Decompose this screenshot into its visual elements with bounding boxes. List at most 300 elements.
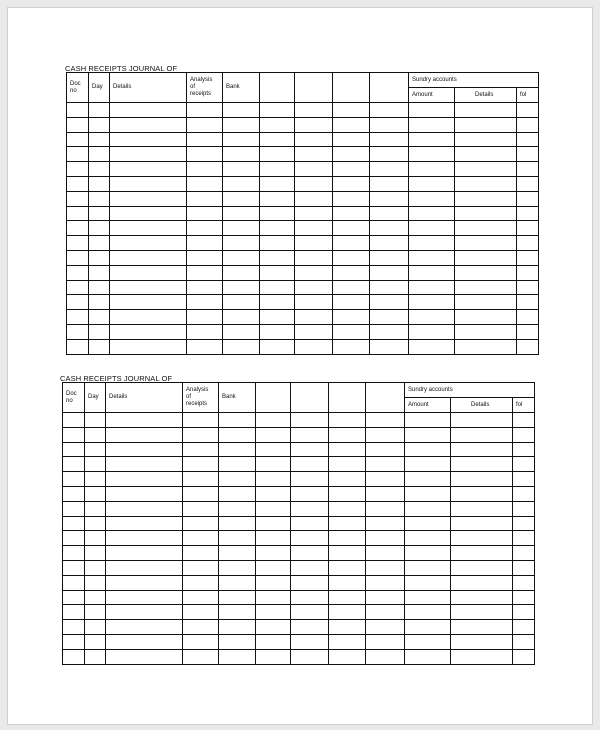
table-cell (106, 531, 183, 546)
table-cell (291, 546, 329, 561)
table-cell (409, 236, 455, 251)
table-cell (223, 206, 260, 221)
table-cell (89, 324, 110, 339)
table-row (63, 620, 535, 635)
table-cell (333, 221, 370, 236)
table-cell (409, 103, 455, 118)
table-cell (110, 265, 187, 280)
table-cell (455, 339, 517, 354)
header-amount: Amount (405, 398, 451, 413)
table-cell (409, 280, 455, 295)
table-cell (106, 413, 183, 428)
header-doc-no: Doc no (67, 73, 89, 103)
table-cell (517, 176, 539, 191)
table-cell (370, 221, 409, 236)
table-cell (85, 590, 106, 605)
table-cell (405, 546, 451, 561)
table-row (67, 265, 539, 280)
table-row (63, 649, 535, 664)
table-cell (455, 310, 517, 325)
table-cell (517, 147, 539, 162)
table-cell (106, 516, 183, 531)
table-cell (183, 546, 219, 561)
table-cell (63, 546, 85, 561)
table-cell (517, 103, 539, 118)
table-cell (260, 147, 295, 162)
table-cell (256, 634, 291, 649)
table-row (63, 590, 535, 605)
table-cell (366, 501, 405, 516)
table-cell (183, 560, 219, 575)
table-cell (183, 413, 219, 428)
table-cell (513, 516, 535, 531)
table-cell (187, 280, 223, 295)
table-cell (370, 191, 409, 206)
table-cell (183, 605, 219, 620)
table-cell (329, 546, 366, 561)
table-cell (260, 250, 295, 265)
table-cell (295, 191, 333, 206)
table-cell (329, 649, 366, 664)
table-row (63, 427, 535, 442)
table-cell (295, 265, 333, 280)
table-cell (333, 103, 370, 118)
table-cell (89, 236, 110, 251)
table-row (67, 339, 539, 354)
table-cell (366, 649, 405, 664)
table-cell (329, 413, 366, 428)
table-cell (260, 103, 295, 118)
table-cell (63, 457, 85, 472)
table-cell (370, 310, 409, 325)
table-cell (409, 176, 455, 191)
table-row (67, 250, 539, 265)
table-cell (260, 162, 295, 177)
table-cell (89, 206, 110, 221)
table-cell (295, 147, 333, 162)
table-row (63, 516, 535, 531)
table-cell (409, 250, 455, 265)
table-cell (329, 590, 366, 605)
header-analysis-of-receipts: Analysis of receipts (183, 383, 219, 413)
table-cell (223, 162, 260, 177)
table-cell (223, 295, 260, 310)
table-cell (63, 531, 85, 546)
table-cell (291, 590, 329, 605)
header-bank: Bank (223, 73, 260, 103)
table-cell (187, 324, 223, 339)
table-cell (260, 295, 295, 310)
table-cell (329, 427, 366, 442)
table-row (63, 605, 535, 620)
table-cell (256, 457, 291, 472)
table-cell (366, 620, 405, 635)
table-cell (85, 501, 106, 516)
table-cell (333, 176, 370, 191)
table-cell (110, 191, 187, 206)
table-cell (295, 117, 333, 132)
table-cell (106, 634, 183, 649)
header-day: Day (89, 73, 110, 103)
table-cell (329, 634, 366, 649)
table-cell (187, 221, 223, 236)
table-cell (110, 132, 187, 147)
cash-receipts-journal-table (62, 382, 535, 665)
table-cell (110, 280, 187, 295)
table-cell (366, 427, 405, 442)
document-page (7, 7, 593, 725)
table-cell (85, 427, 106, 442)
table-cell (291, 427, 329, 442)
table-cell (183, 472, 219, 487)
table-cell (513, 486, 535, 501)
table-cell (183, 486, 219, 501)
table-cell (89, 221, 110, 236)
table-cell (291, 649, 329, 664)
header-analysis-of-receipts: Analysis of receipts (187, 73, 223, 103)
table-cell (455, 206, 517, 221)
table-cell (291, 531, 329, 546)
table-cell (219, 634, 256, 649)
table-cell (89, 103, 110, 118)
table-cell (517, 117, 539, 132)
table-cell (187, 103, 223, 118)
table-cell (370, 339, 409, 354)
table-cell (295, 295, 333, 310)
table-cell (513, 649, 535, 664)
table-cell (455, 280, 517, 295)
table-cell (223, 339, 260, 354)
table-cell (63, 413, 85, 428)
table-cell (370, 236, 409, 251)
table-cell (183, 634, 219, 649)
table-cell (517, 221, 539, 236)
table-cell (517, 295, 539, 310)
header-blank-column (366, 383, 405, 413)
table-cell (223, 280, 260, 295)
table-cell (187, 310, 223, 325)
table-cell (260, 176, 295, 191)
table-cell (187, 162, 223, 177)
table-row (63, 531, 535, 546)
table-cell (291, 413, 329, 428)
table-cell (451, 427, 513, 442)
header-blank-column (333, 73, 370, 103)
header-details: Details (106, 383, 183, 413)
table-cell (405, 427, 451, 442)
table-cell (366, 516, 405, 531)
table-cell (187, 250, 223, 265)
table-row (67, 295, 539, 310)
table-cell (455, 324, 517, 339)
table-cell (451, 531, 513, 546)
table-row (63, 457, 535, 472)
table-cell (256, 605, 291, 620)
header-blank-column (295, 73, 333, 103)
table-cell (517, 206, 539, 221)
table-cell (187, 191, 223, 206)
table-cell (370, 117, 409, 132)
table-cell (295, 162, 333, 177)
table-cell (67, 250, 89, 265)
table-cell (451, 472, 513, 487)
table-cell (256, 472, 291, 487)
table-cell (223, 221, 260, 236)
table-cell (291, 472, 329, 487)
header-fol: fol (517, 88, 539, 103)
table-cell (455, 265, 517, 280)
table-cell (67, 176, 89, 191)
table-cell (219, 486, 256, 501)
table-cell (67, 103, 89, 118)
table-cell (455, 103, 517, 118)
table-cell (329, 575, 366, 590)
table-cell (295, 236, 333, 251)
table-cell (89, 147, 110, 162)
table-cell (256, 516, 291, 531)
table-cell (291, 620, 329, 635)
table-cell (110, 221, 187, 236)
table-cell (67, 147, 89, 162)
table-cell (333, 117, 370, 132)
table-cell (110, 147, 187, 162)
table-cell (223, 132, 260, 147)
table-cell (329, 472, 366, 487)
header-blank-column (256, 383, 291, 413)
table-cell (517, 265, 539, 280)
table-row (67, 324, 539, 339)
table-cell (329, 605, 366, 620)
table-cell (295, 310, 333, 325)
header-day: Day (85, 383, 106, 413)
table-cell (409, 162, 455, 177)
table-row (63, 501, 535, 516)
table-cell (85, 605, 106, 620)
table-cell (89, 295, 110, 310)
table-cell (370, 103, 409, 118)
table-cell (85, 560, 106, 575)
table-cell (63, 560, 85, 575)
table-cell (291, 575, 329, 590)
table-cell (366, 413, 405, 428)
table-cell (366, 605, 405, 620)
table-cell (187, 265, 223, 280)
table-cell (451, 501, 513, 516)
table-cell (223, 310, 260, 325)
table-cell (219, 620, 256, 635)
table-cell (513, 546, 535, 561)
table-cell (333, 191, 370, 206)
table-cell (223, 147, 260, 162)
table-cell (513, 560, 535, 575)
table-cell (451, 649, 513, 664)
table-cell (106, 472, 183, 487)
table-cell (183, 501, 219, 516)
table-cell (517, 236, 539, 251)
table-cell (370, 132, 409, 147)
table-cell (85, 457, 106, 472)
table-cell (85, 620, 106, 635)
table-cell (409, 295, 455, 310)
table-cell (409, 206, 455, 221)
table-cell (370, 147, 409, 162)
table-cell (405, 457, 451, 472)
table-cell (455, 250, 517, 265)
table-cell (329, 457, 366, 472)
table-cell (63, 427, 85, 442)
table-cell (455, 295, 517, 310)
table-cell (223, 191, 260, 206)
header-bank: Bank (219, 383, 256, 413)
table-cell (260, 191, 295, 206)
table-cell (409, 147, 455, 162)
table-cell (85, 486, 106, 501)
table-cell (106, 427, 183, 442)
table-cell (256, 575, 291, 590)
table-cell (409, 265, 455, 280)
table-cell (517, 280, 539, 295)
table-cell (409, 132, 455, 147)
table-cell (63, 649, 85, 664)
table-cell (451, 575, 513, 590)
table-cell (517, 132, 539, 147)
table-cell (219, 649, 256, 664)
table-cell (329, 501, 366, 516)
table-cell (291, 560, 329, 575)
table-cell (110, 295, 187, 310)
table-cell (219, 531, 256, 546)
table-cell (366, 546, 405, 561)
header-details: Details (110, 73, 187, 103)
table-cell (291, 442, 329, 457)
table-cell (291, 501, 329, 516)
table-cell (451, 486, 513, 501)
table-cell (366, 457, 405, 472)
table-cell (513, 575, 535, 590)
table-cell (517, 339, 539, 354)
table-cell (291, 486, 329, 501)
table-cell (85, 575, 106, 590)
table-cell (110, 236, 187, 251)
table-cell (67, 162, 89, 177)
table-cell (333, 339, 370, 354)
table-cell (405, 634, 451, 649)
table-cell (260, 206, 295, 221)
table-cell (219, 546, 256, 561)
table-row (63, 442, 535, 457)
table-row (67, 310, 539, 325)
table-cell (295, 206, 333, 221)
table-cell (333, 132, 370, 147)
table-cell (89, 339, 110, 354)
table-cell (106, 560, 183, 575)
table-cell (366, 531, 405, 546)
table-cell (329, 560, 366, 575)
table-cell (370, 206, 409, 221)
table-cell (333, 310, 370, 325)
table-cell (366, 560, 405, 575)
table-cell (187, 339, 223, 354)
table-cell (110, 162, 187, 177)
table-cell (409, 324, 455, 339)
table-cell (291, 457, 329, 472)
table-cell (405, 501, 451, 516)
table-cell (219, 413, 256, 428)
table-row (63, 472, 535, 487)
table-cell (517, 191, 539, 206)
table-cell (256, 442, 291, 457)
table-cell (89, 117, 110, 132)
table-cell (513, 531, 535, 546)
table-cell (63, 472, 85, 487)
table-cell (451, 546, 513, 561)
table-cell (63, 442, 85, 457)
table-cell (517, 310, 539, 325)
table-row (63, 546, 535, 561)
table-cell (85, 442, 106, 457)
table-cell (455, 176, 517, 191)
table-cell (517, 162, 539, 177)
table-cell (517, 250, 539, 265)
table-cell (223, 236, 260, 251)
table-cell (67, 191, 89, 206)
table-cell (110, 339, 187, 354)
table-cell (106, 546, 183, 561)
table-cell (451, 605, 513, 620)
table-cell (85, 634, 106, 649)
table-cell (455, 191, 517, 206)
table-cell (85, 649, 106, 664)
table-cell (89, 250, 110, 265)
table-cell (223, 117, 260, 132)
table-cell (219, 442, 256, 457)
table-cell (63, 516, 85, 531)
journal-title: CASH RECEIPTS JOURNAL OF (60, 374, 173, 383)
header-blank-column (291, 383, 329, 413)
header-sundry-details: Details (455, 88, 517, 103)
table-row (67, 221, 539, 236)
table-cell (219, 501, 256, 516)
table-row (63, 413, 535, 428)
table-cell (451, 457, 513, 472)
table-cell (67, 310, 89, 325)
table-cell (517, 324, 539, 339)
table-row (67, 147, 539, 162)
table-cell (219, 472, 256, 487)
table-cell (455, 236, 517, 251)
table-cell (370, 265, 409, 280)
table-cell (455, 117, 517, 132)
table-cell (187, 132, 223, 147)
table-cell (63, 634, 85, 649)
table-cell (405, 575, 451, 590)
table-cell (451, 634, 513, 649)
table-cell (183, 649, 219, 664)
table-cell (110, 176, 187, 191)
table-row (63, 634, 535, 649)
table-cell (223, 176, 260, 191)
table-cell (366, 575, 405, 590)
header-sundry-accounts: Sundry accounts (409, 73, 539, 88)
table-cell (405, 531, 451, 546)
table-cell (106, 486, 183, 501)
table-cell (405, 472, 451, 487)
table-cell (366, 472, 405, 487)
header-blank-column (329, 383, 366, 413)
table-cell (89, 310, 110, 325)
table-cell (67, 280, 89, 295)
table-cell (183, 590, 219, 605)
